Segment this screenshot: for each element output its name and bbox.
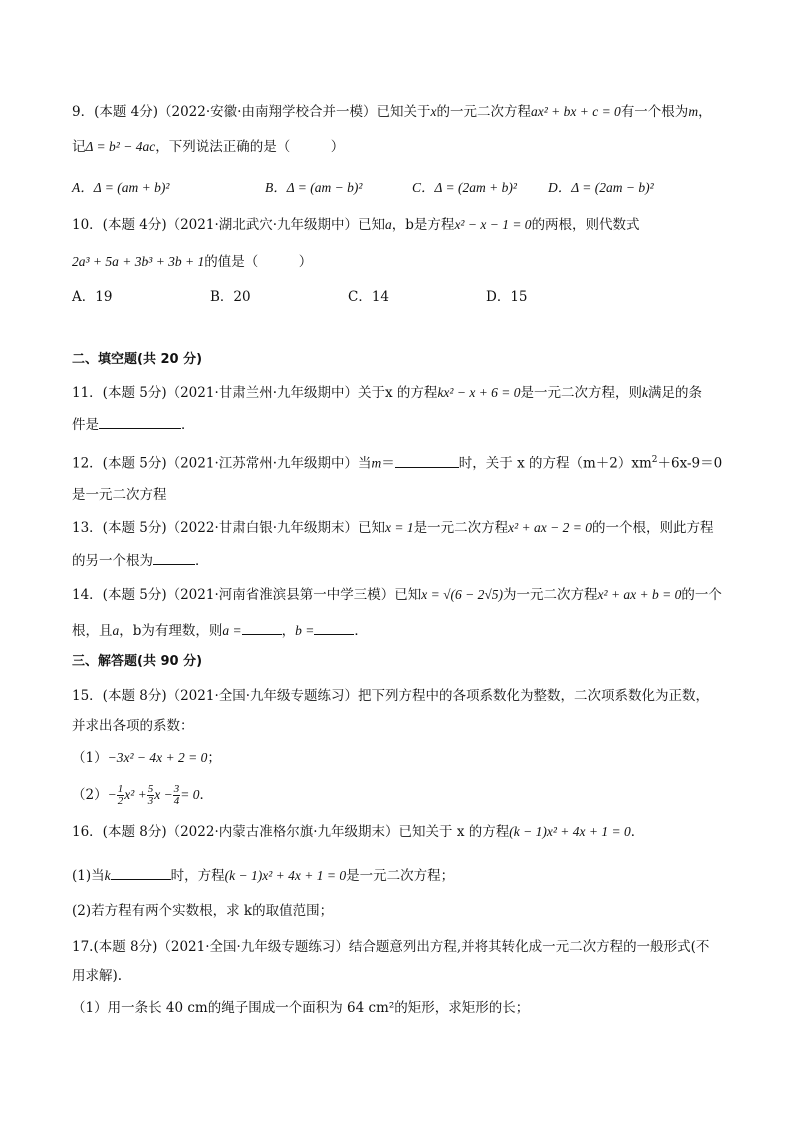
q13-answer-blank[interactable] [153,550,195,565]
q9-line1 [72,102,712,122]
q10-text-b: ，b是方程 [391,217,455,233]
q16-answer-blank[interactable] [111,865,171,880]
q10-var-a: a [385,217,392,232]
q11-line2-pre: 件是 [72,417,99,433]
q9-var-m: m [688,104,699,119]
q16-text-end: ． [630,824,645,840]
q14-root: x = √(6 − 2√5) [421,587,504,602]
q15-fraction-1-den: 2 [117,795,124,807]
q11-line2-end: ． [181,417,195,433]
q16-sub1-equation: (k − 1)x² + 4x + 1 = 0 [224,868,347,883]
q15-fraction-3-den: 4 [173,795,180,807]
q9-option-b: B．Δ = (am − b)² [265,180,363,195]
q12-line1 [72,450,722,474]
section-heading-fill-in: 二、填空题(共 20 分) [72,352,203,367]
q9-line2-post: ，下列说法正确的是（ ） [155,139,345,155]
q15-item2-term3: = 0 [180,787,200,802]
q14-text-end: 的一个 [681,587,722,603]
q15-fraction-2-num: 5 [147,783,154,795]
q9-text-post: 有一个根为 [620,104,689,120]
q11-text: 11．(本题 5分)（2021·甘肃兰州·九年级期中）关于 [72,385,386,401]
q12-equals: ＝ [381,455,395,472]
q10-text: 10．(本题 4分)（2021·湖北武穴·九年级期中）已知 [72,217,386,233]
q11-text-end: 满足的条 [648,385,703,401]
q9-text-end: ， [698,104,712,120]
q10-line1 [72,215,640,235]
q13-line2 [72,550,209,571]
q10-option-c: C．14 [348,289,390,305]
q10-option-a: A．19 [72,289,113,305]
q15-item2-term2: x − [154,787,173,802]
q16-sub1-end: 是一元二次方程； [346,868,455,884]
q15-item1-end: ； [207,750,221,766]
q16-sub1 [72,865,454,886]
q17-line1: 17.(本题 8分)（2021·全国·九年级专题练习）结合题意列出方程,并将其转化成一元二次方程的一般形式(不 [72,939,710,955]
q15-line1: 15．(本题 8分)（2021·全国·九年级专题练习）把下列方程中的各项系数化为整数，二次项系数化为正数， [72,688,710,704]
q13-text: 13．(本题 5分)（2022·甘肃白银·九年级期末）已知 [72,520,386,536]
q14-text: 14．(本题 5分)（2021·河南省淮滨县第一中学三模）已知 [72,587,422,603]
q9-option-a: A．Δ = (am + b)² [72,180,170,195]
q9-var-x: x [430,104,437,119]
q9-option-c: C．Δ = (2am + b)² [412,180,517,195]
section-heading-solve: 三、解答题(共 90 分) [72,654,203,669]
q12-line2: 是一元二次方程 [72,487,167,503]
q15-fraction-2-den: 3 [147,795,154,807]
q14-separator: ， [281,623,296,639]
q14-line2 [72,620,368,641]
q10-line2-end: 的值是（ ） [204,254,313,270]
q15-item2-minus: − [107,787,117,802]
q16-sub1-mid: 时，方程 [170,868,225,884]
q16-var-k: k [104,868,111,883]
q12-answer-blank[interactable] [395,453,459,468]
q15-item1-equation: −3x² − 4x + 2 = 0 [107,750,208,765]
q11-text-mid: x 的方程 [385,385,438,401]
q13-text-mid: 是一元二次方程 [413,520,509,536]
q10-equation: x² − x − 1 = 0 [454,217,532,232]
q11-var-k: k [642,385,649,400]
q15-item2 [72,780,213,810]
q15-fraction-1-num: 1 [117,783,124,795]
q15-item2-label: （2） [72,787,108,803]
q16-text: 16．(本题 8分)（2022·内蒙古准格尔旗·九年级期末）已知关于 x 的方程 [72,824,510,840]
q9-equation: ax² + bx + c = 0 [530,104,621,119]
q13-line2-pre: 的另一个根为 [72,553,153,569]
q16-equation: (k − 1)x² + 4x + 1 = 0 [509,824,631,839]
q11-line1 [72,383,702,403]
q14-b-blank[interactable] [314,620,354,635]
q17-sub1: （1）用一条长 40 cm的绳子围成一个面积为 64 cm²的矩形，求矩形的长； [72,1000,530,1016]
q12-text-end: ＋6x-9＝0 [657,455,723,472]
q9-line2 [72,137,344,157]
q13-text-end: 的一个根，则此方程 [592,520,714,536]
q15-item1-label: （1） [72,750,108,766]
q10-text-end: 的两根，则代数式 [531,217,640,233]
q14-line2-mid: ，b为有理数，则 [119,623,223,639]
q9-text-mid: 的一元二次方程 [436,104,531,120]
q14-equation: x² + ax + b = 0 [597,587,682,602]
q14-var-a: a [112,623,120,638]
q9-text: 9．(本题 4分)（2022·安徽·由南翔学校合并一模）已知关于 [72,104,431,120]
q12-exponent: 2 [651,455,658,465]
q13-line1 [72,518,714,538]
q9-line2-pre: 记 [72,139,86,155]
q17-line2: 用求解). [72,968,123,984]
q13-line2-end: ． [195,553,209,569]
q14-line1 [72,585,722,605]
q15-fraction-3-num: 3 [173,783,180,795]
q16-sub1-pre: (1)当 [72,868,105,884]
q12-text-post: 时，关于 x 的方程（m＋2）xm [458,455,652,472]
q14-line2-pre: 根，且 [72,623,113,639]
q10-line2 [72,252,312,272]
q10-option-d: D．15 [486,289,528,305]
q11-line2 [72,414,195,435]
q14-b-equals: b = [295,623,315,638]
q15-item2-end: ． [199,787,213,803]
q16-line1 [72,822,644,842]
q10-expression: 2a³ + 5a + 3b³ + 3b + 1 [72,254,205,269]
q12-var-m: m [371,455,382,471]
q15-item1 [72,748,221,768]
q14-a-equals: a = [222,623,242,638]
q14-line2-end: ． [354,623,368,639]
q10-option-b: B．20 [210,289,251,305]
q13-equation: x² + ax − 2 = 0 [508,520,593,535]
q9-delta-def: Δ = b² − 4ac [85,139,156,154]
q14-text-mid: 为一元二次方程 [503,587,598,603]
q11-equation: kx² − x + 6 = 0 [437,385,521,400]
q11-answer-blank[interactable] [99,414,181,429]
q16-sub2: (2)若方程有两个实数根，求 k的取值范围； [72,903,334,919]
q12-text: 12．(本题 5分)（2021·江苏常州·九年级期中）当 [72,455,372,472]
q15-line2: 并求出各项的系数： [72,718,194,734]
q13-root: x = 1 [385,520,414,535]
q11-text-post: 是一元二次方程，则 [520,385,643,401]
q9-option-d: D．Δ = (2am − b)² [548,180,654,195]
q15-item2-term1: x² + [124,787,147,802]
q14-a-blank[interactable] [242,620,282,635]
